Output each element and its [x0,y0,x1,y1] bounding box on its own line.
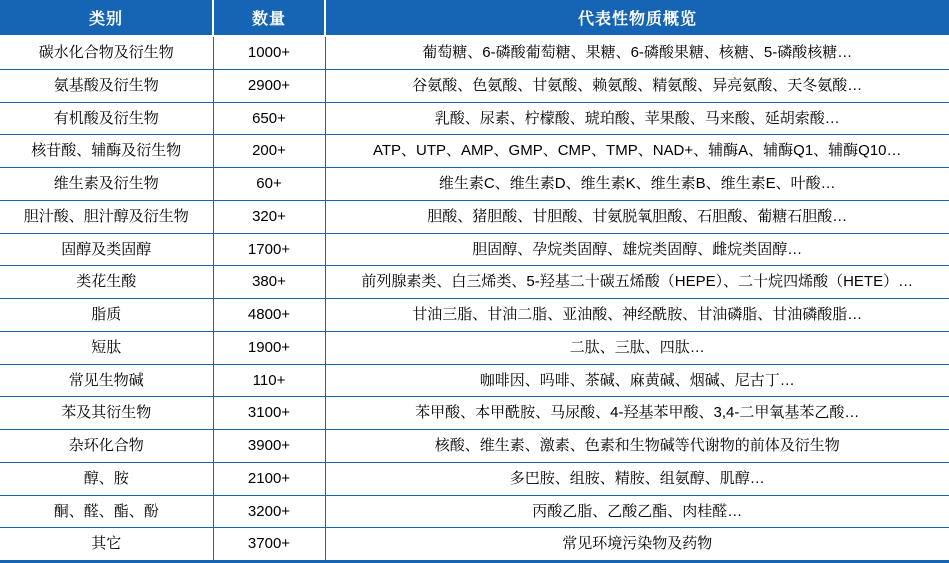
table-row [0,528,949,562]
table-row [0,462,949,495]
cell-count: 1700+ [213,233,325,266]
table-row [0,102,949,135]
cell-count: 2900+ [213,69,325,102]
cell-category: 短肽 [0,331,213,364]
table-header-row [0,0,949,36]
table-row [0,266,949,299]
table-header [0,0,949,36]
table-row [0,200,949,233]
cell-category: 碳水化合物及衍生物 [0,36,213,69]
cell-count: 320+ [213,200,325,233]
cell-category: 常见生物碱 [0,364,213,397]
cell-count: 4800+ [213,299,325,332]
cell-examples: 胆酸、猪胆酸、甘胆酸、甘氨脱氧胆酸、石胆酸、葡糖石胆酸… [325,200,949,233]
cell-category: 维生素及衍生物 [0,168,213,201]
cell-examples: 乳酸、尿素、柠檬酸、琥珀酸、苹果酸、马来酸、延胡索酸… [325,102,949,135]
cell-examples: 前列腺素类、白三烯类、5-羟基二十碳五烯酸（HEPE）、二十烷四烯酸（HETE）… [325,266,949,299]
cell-category: 有机酸及衍生物 [0,102,213,135]
table-row [0,299,949,332]
cell-count: 1900+ [213,331,325,364]
cell-category: 胆汁酸、胆汁醇及衍生物 [0,200,213,233]
column-header-category: 类别 [0,0,213,36]
cell-examples: 咖啡因、吗啡、茶碱、麻黄碱、烟碱、尼古丁… [325,364,949,397]
table-row [0,233,949,266]
table-row [0,331,949,364]
cell-category: 固醇及类固醇 [0,233,213,266]
cell-examples: 谷氨酸、色氨酸、甘氨酸、赖氨酸、精氨酸、异亮氨酸、天冬氨酸… [325,69,949,102]
table-row [0,397,949,430]
table-row [0,495,949,528]
table-row [0,364,949,397]
cell-count: 110+ [213,364,325,397]
cell-count: 3900+ [213,430,325,463]
cell-count: 380+ [213,266,325,299]
column-header-examples: 代表性物质概览 [325,0,949,36]
cell-count: 60+ [213,168,325,201]
cell-category: 核苷酸、辅酶及衍生物 [0,135,213,168]
table-body [0,36,949,562]
cell-count: 1000+ [213,36,325,69]
cell-category: 氨基酸及衍生物 [0,69,213,102]
cell-count: 3700+ [213,528,325,562]
cell-category: 苯及其衍生物 [0,397,213,430]
cell-examples: 葡萄糖、6-磷酸葡萄糖、果糖、6-磷酸果糖、核糖、5-磷酸核糖… [325,36,949,69]
cell-count: 2100+ [213,462,325,495]
cell-category: 杂环化合物 [0,430,213,463]
cell-examples: 核酸、维生素、激素、色素和生物碱等代谢物的前体及衍生物 [325,430,949,463]
cell-examples: 甘油三脂、甘油二脂、亚油酸、神经酰胺、甘油磷脂、甘油磷酸脂… [325,299,949,332]
cell-examples: 常见环境污染物及药物 [325,528,949,562]
cell-category: 类花生酸 [0,266,213,299]
table-row [0,36,949,69]
cell-examples: 二肽、三肽、四肽… [325,331,949,364]
cell-category: 其它 [0,528,213,562]
cell-examples: 苯甲酸、本甲酰胺、马尿酸、4-羟基苯甲酸、3,4-二甲氧基苯乙酸… [325,397,949,430]
cell-category: 醇、胺 [0,462,213,495]
cell-examples: 丙酸乙脂、乙酸乙酯、肉桂醛… [325,495,949,528]
table-row [0,135,949,168]
cell-count: 3200+ [213,495,325,528]
cell-category: 酮、醛、酯、酚 [0,495,213,528]
table-row [0,69,949,102]
cell-examples: 维生素C、维生素D、维生素K、维生素B、维生素E、叶酸… [325,168,949,201]
cell-examples: ATP、UTP、AMP、GMP、CMP、TMP、NAD+、辅酶A、辅酶Q1、辅酶Q10… [325,135,949,168]
column-header-count: 数量 [213,0,325,36]
table-row [0,430,949,463]
cell-count: 650+ [213,102,325,135]
cell-examples: 胆固醇、孕烷类固醇、雄烷类固醇、雌烷类固醇… [325,233,949,266]
table-row [0,168,949,201]
cell-category: 脂质 [0,299,213,332]
cell-count: 200+ [213,135,325,168]
cell-count: 3100+ [213,397,325,430]
cell-examples: 多巴胺、组胺、精胺、组氨醇、肌醇… [325,462,949,495]
